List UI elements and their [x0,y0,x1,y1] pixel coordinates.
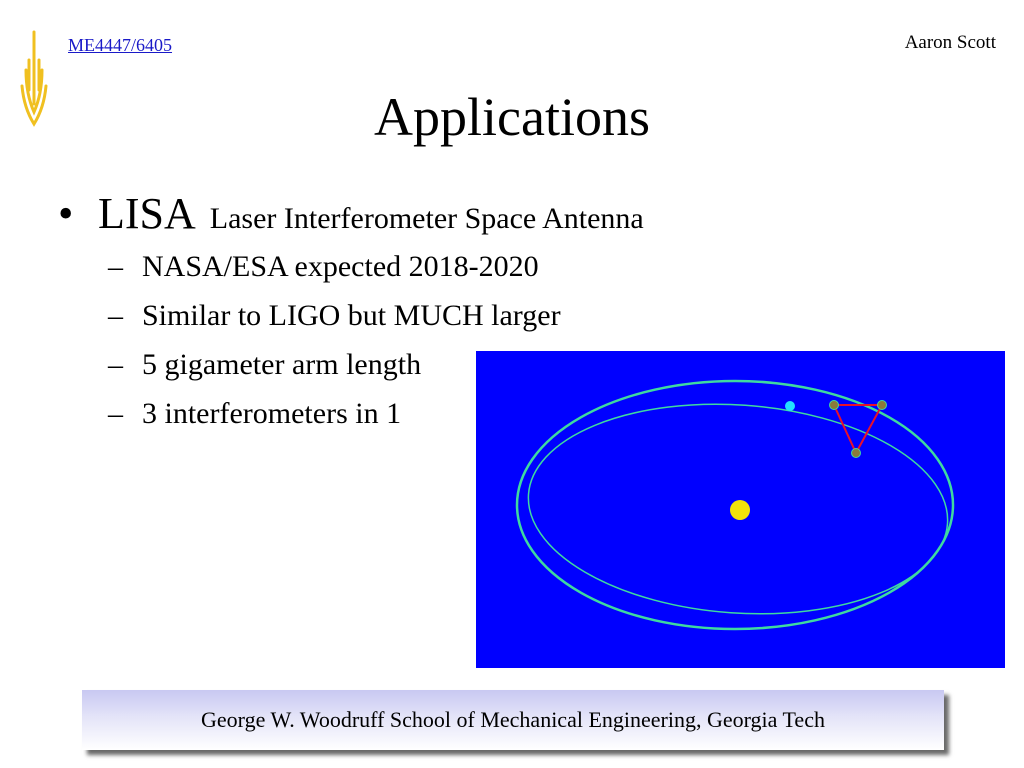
footer-text: George W. Woodruff School of Mechanical Engineering, Georgia Tech [201,707,825,732]
bullet-main-text: LISA [98,189,196,238]
sub-bullet-marker: – [108,348,123,381]
sub-bullet-item [108,299,561,333]
sub-bullet-text: NASA/ESA expected 2018-2020 [142,250,539,283]
sub-bullet-item [108,397,401,431]
footer-banner [82,690,944,750]
sub-bullet-text: 3 interferometers in 1 [142,397,402,430]
sub-bullet-marker: – [108,397,123,430]
lisa-orbit-diagram [476,351,1005,668]
course-code-link[interactable]: ME4447/6405 [68,35,173,55]
sub-bullet-text: 5 gigameter arm length [142,348,422,381]
sun-icon [730,500,750,520]
bullet-lisa [58,188,644,239]
sub-bullet-marker: – [108,299,123,332]
bullet-detail-text: Laser Interferometer Space Antenna [209,202,644,235]
author-name: Aaron Scott [904,32,996,53]
sub-bullet-item [108,250,539,284]
bullet-marker: • [58,189,74,238]
earth-icon [785,401,795,411]
slide-title: Applications [374,87,650,147]
sub-bullet-marker: – [108,250,123,283]
sub-bullet-item [108,348,421,382]
sub-bullet-text: Similar to LIGO but MUCH larger [142,299,561,332]
